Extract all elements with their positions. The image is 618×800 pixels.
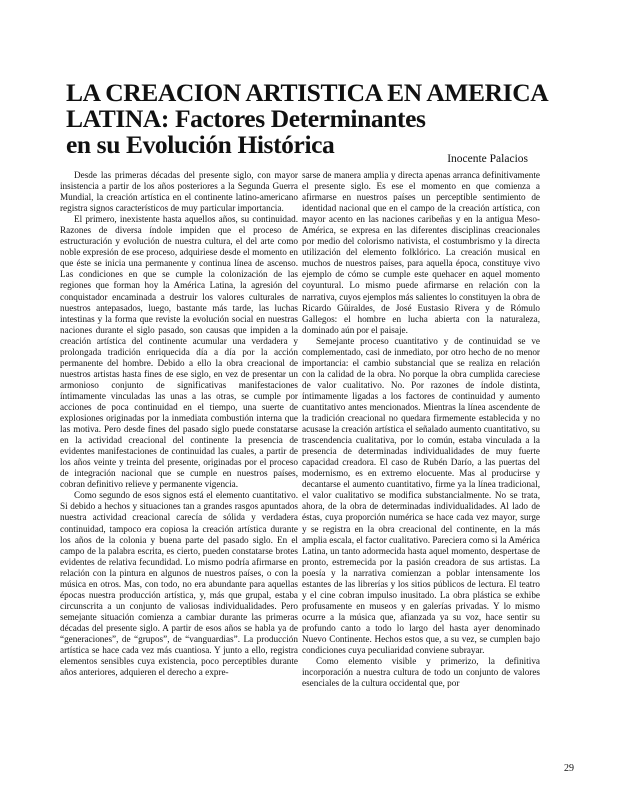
author-name: Inocente Palacios: [447, 153, 528, 165]
right-column: [302, 170, 540, 689]
paragraph: sarse de manera amplia y directa apenas arranca definitivamente el presente siglo. Es ese el momento en que comienza a afirmarse en nuestros países un perceptible sentimiento de identidad nacional que en el campo de la creación artística, con mayor acento en las naciones caribeñas y en la antigua Meso-América, se expresa en las diferentes disciplinas creacionales por medio del colorismo nativista, el costumbrismo y la directa utilización del elemento folklórico. La creación musical en muchos de nuestros países, para aquella época, constituye vivo ejemplo de cómo se cumple este quehacer en aquel momento coyuntural. Lo mismo puede afirmarse en relación con la narrativa, cuyos ejemplos más salientes lo constituyen la obra de Ricardo Güiraldes, de José Eustasio Rivera y de Rómulo Gallegos: el hombre en lucha abierta con la naturaleza, dominado aún por el paisaje.: [302, 170, 540, 335]
title-line: en su Evolución Histórica: [66, 130, 335, 159]
page-number: 29: [564, 763, 574, 774]
paragraph: El primero, inexistente hasta aquellos años, su continuidad. Razones de diversa índole impiden que el proceso de estructuración y evolución de nuestra cultura, el del arte como noble expresión de ese proceso, adquiriese desde el momento en que éste se inicia una permanente y continua línea de ascenso. Las condiciones en que se cumple la colonización de las regiones que forman hoy la América Latina, la agresión del conquistador encaminada a destruir los valores culturales de nuestros antepasados, luego, bastante más tarde, las luchas intestinas y la forma que reviste la evolución social en nuestras naciones durante el siglo pasado, son causas que impiden a la creación artística del continente acumular una verdadera y prolongada tradición enriquecida día a día por la acción permanente del hombre. Debido a ello la obra creacional de nuestros artistas hasta fines de ese siglo, en vez de presentar un armonioso conjunto de significativas manifestaciones íntimamente vinculadas las unas a las otras, se cumple por acciones de poca continuidad en el tiempo, una suerte de explosiones originadas por la inmediata combustión interna que las motiva. Pero desde fines del pasado siglo puede constatarse en la actividad creacional del continente la presencia de evidentes manifestaciones de continuidad las cuales, a partir de los años veinte y treinta del presente, originadas por el proceso de integración nacional que se cumple en nuestros países, cobran definitivo relieve y permanente vigencia.: [60, 214, 298, 490]
paragraph: Desde las primeras décadas del presente siglo, con mayor insistencia a partir de los años posteriores a la Segunda Guerra Mundial, la creación artística en el continente latino-americano registra signos característicos de muy particular importancia.: [60, 170, 298, 214]
paragraph: Semejante proceso cuantitativo y de continuidad se ve complementado, casi de inmediato, por otro hecho de no menor importancia: el cambio substancial que se realiza en relación con la calidad de la obra. No porque la obra cumplida careciese de valor cualitativo. No. Por razones de índole distinta, íntimamente ligadas a los factores de continuidad y aumento cuantitativo antes mencionados. Mientras la línea ascendente de la tradición creacional no quedara firmemente establecida y no acusase la creación artística el señalado aumento cuantitativo, su trascendencia cualitativa, por lo común, estaba vinculada a la presencia de determinadas individualidades de muy fuerte capacidad creadora. El caso de Rubén Darío, a las puertas del modernismo, es en extremo elocuente. Mas al producirse y decantarse el aumento cuantitativo, firme ya la línea tradicional, el valor cualitativo se modifica substancialmente. No se trata, ahora, de la obra de determinadas individualidades. Al lado de éstas, cuya proporción numérica se hace cada vez mayor, surge y se registra en la obra creacional del continente, en la más amplia escala, el factor cualitativo. Pareciera como si la América Latina, un tanto adormecida hasta aquel momento, despertase de pronto, estremecida por la pasión creadora de sus artistas. La poesía y la narrativa comienzan a poblar intensamente los estantes de las librerías y los sitios públicos de lectura. El teatro y el cine cobran impulso inusitado. La obra plástica se exhibe profusamente en museos y en galerías privadas. Y lo mismo ocurre a la música que, afianzada ya su voz, hace sentir su profundo canto a todo lo largo del hasta ayer denominado Nuevo Continente. Hechos estos que, a su vez, se cumplen bajo condiciones cuya peculiaridad conviene subrayar.: [302, 335, 540, 656]
left-column: [60, 170, 298, 678]
paragraph: Como segundo de esos signos está el elemento cuantitativo. Si debido a hechos y situaciones tan a grandes rasgos apuntados nuestra actividad creacional carecía de sólida y verdadera continuidad, tampoco era copiosa la creación artística durante los años de la colonia y buena parte del pasado siglo. En el campo de la palabra escrita, es cierto, pueden constatarse brotes evidentes de relativa fecundidad. Lo mismo podría afirmarse en relación con la pintura en algunos de nuestros países, o con la música en otros. Mas, con todo, no era abundante para aquellas épocas nuestra producción artística, y, más que grupal, estaba circunscrita a un conjunto de valiosas individualidades. Pero semejante situación comienza a cambiar durante las primeras décadas del presente siglo. A partir de esos años se habla ya de “generaciones”, de “grupos”, de “vanguardias”. La producción artística se hace cada vez más cuantiosa. Y junto a ello, registra elementos sensibles cuya existencia, poco perceptibles durante años anteriores, adquieren el derecho a expre-: [60, 490, 298, 678]
title-line: LATINA: Factores Determinantes: [66, 104, 426, 133]
paragraph: Como elemento visible y primerizo, la definitiva incorporación a nuestra cultura de todo un conjunto de valores esenciales de la cultura occidental que, por: [302, 656, 540, 689]
title-line: LA CREACION ARTISTICA EN AMERICA: [66, 78, 549, 107]
article-title: [66, 80, 566, 158]
